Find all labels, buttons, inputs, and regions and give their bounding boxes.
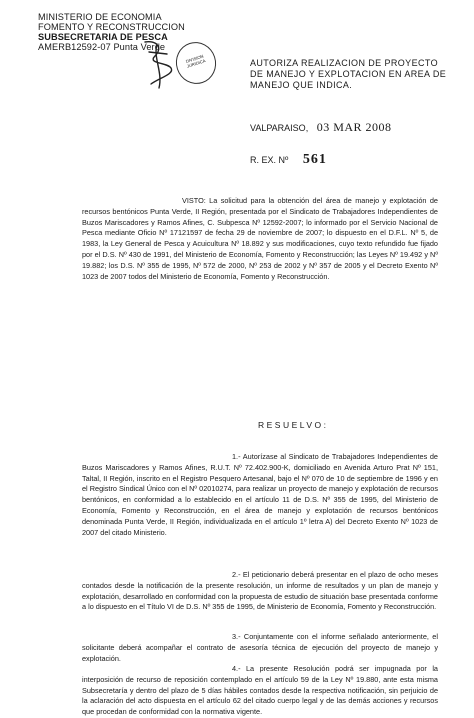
document-title: AUTORIZA REALIZACION DE PROYECTO DE MANEJO Y EXPLOTACION EN AREA DE MANEJO QUE INDICA. [250, 58, 447, 90]
resolution-label: R. EX. Nº [250, 155, 289, 165]
ministry-subline: FOMENTO Y RECONSTRUCCION [38, 22, 185, 32]
paragraph-3: 3.- Conjuntamente con el informe señalado anteriormente, el solicitante deberá acompañar el contrato de asesoría técnica de ejecución del proyecto de manejo y explotación. [82, 632, 438, 663]
paragraph-4: 4.- La presente Resolución podrá ser impugnada por la interposición de recurso de reposición contemplado en el artículo 59 de la Ley Nº 19.880, ante esta misma Subsecretaría y dentro del plazo de 5 días hábiles contados desde la respectiva notificación, sin perjuicio de la aclaración del acto dispuesta en el artículo 62 del citado cuerpo legal y de las demás acciones y recursos que procedan de conformidad con la normativa vigente. [82, 664, 438, 717]
resolution-number: 561 [302, 152, 327, 167]
subsecretaria-line: SUBSECRETARIA DE PESCA [38, 32, 168, 42]
paragraph-1: 1.- Autorízase al Sindicato de Trabajadores Independientes de Buzos Mariscadores y Ramos Afines, R.U.T. Nº 72.402.900-K, domiciliado en Avenida Arturo Prat Nº 151, Taltal, II Región, inscrito en el Registro Pesquero Artesanal, bajo el Nº 070 de 10 de septiembre de 1996 y en el Registro Sindical Único con el Nº 02010274, para realizar un proyecto de manejo y explotación de recursos bentónicos, en conformidad a lo establecido en el artículo 11 de D.S. Nº 355 de 1995, del Ministerio de Economía, Fomento y Reconstrucción, en el área de manejo y explotación de recursos bentónicos denominada Punta Verde, II Región, individualizada en el artículo 1º letra A) del Decreto Exento Nº 1023 de 2007 del citado Ministerio. [82, 452, 438, 537]
paragraph-2: 2.- El peticionario deberá presentar en el plazo de ocho meses contados desde la notificación de la presente resolución, un informe de resultados y un plan de manejo y explotación, desarrollado en conformidad con la propuesta de estudio de situación base presentada conforme a lo dispuesto en el Título VI de D.S. Nº 355 de 1995, de Ministerio de Economía, Fomento y Reconstrucción. [82, 570, 438, 612]
stamp-text: DIVISION JURIDICA [185, 53, 207, 69]
place-date-line [250, 120, 392, 135]
visto-paragraph: VISTO: La solicitud para la obtención del área de manejo y explotación de recursos bentónicos Punta Verde, II Región, presentada por el Sindicato de Trabajadores Independientes de Buzos Mariscadores y Ramos Afines, C. Subpesca Nº 12592-2007; lo informado por el Servicio Nacional de Pesca mediante Oficio Nº 17121597 de fecha 29 de noviembre de 2007; lo dispuesto en el D.F.L. Nº 5, de 1983, la Ley General de Pesca y Acuicultura Nº 18.892 y sus modificaciones, cuyo texto refundido fue fijado por el D.S. Nº 430 de 1991, del Ministerio de Economía, Fomento y Reconstrucción; las Leyes Nº 19.492 y Nº 19.882; los D.S. Nº 355 de 1995, Nº 572 de 2000, Nº 253 de 2002 y Nº 357 de 2005 y el Decreto Exento Nº 1023 de 2007 todos del Ministerio de Economía, Fomento y Reconstrucción. [82, 196, 438, 281]
place-label: VALPARAISO, [250, 123, 309, 133]
file-reference: AMERB12592-07 Punta Verde [38, 42, 166, 52]
date-stamp: 03 MAR 2008 [316, 120, 392, 134]
ministry-line: MINISTERIO DE ECONOMIA [38, 12, 162, 22]
resuelvo-heading: RESUELVO: [258, 420, 329, 430]
resolution-number-line [250, 152, 327, 168]
